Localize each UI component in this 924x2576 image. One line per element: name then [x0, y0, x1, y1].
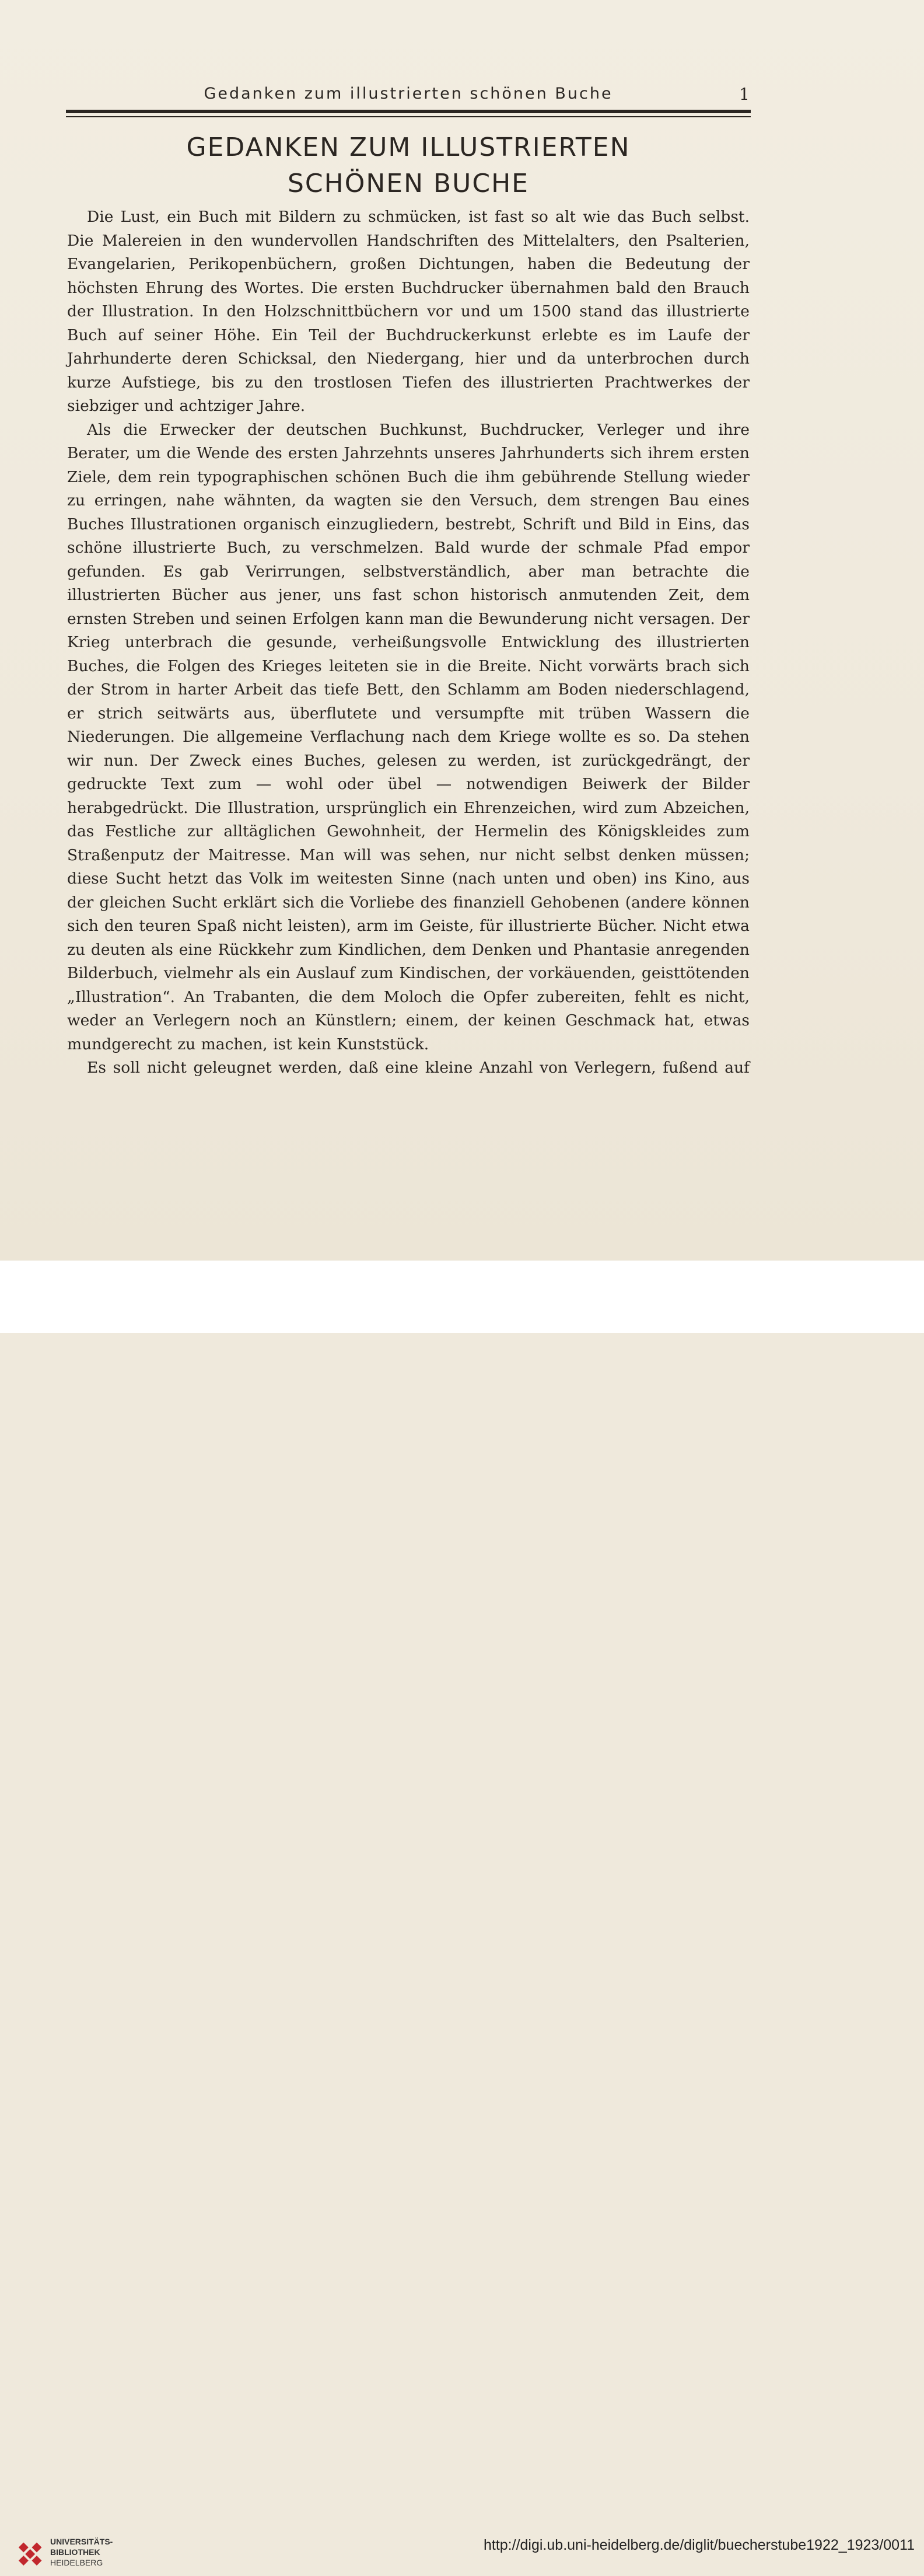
- paragraph-1: Die Lust, ein Buch mit Bildern zu schmücken, ist fast so alt wie das Buch selbst. Die Malereien in den wundervollen Handschriften des Mittelalters, den Psalterien, Evangelarien, Perikopenbüchern, großen Dichtungen, haben die Bedeutung der höchsten Ehrung des Wortes. Die ersten Buchdrucker übernahmen bald den Brauch der Illustration. In den Holzschnittbüchern vor und um 1500 stand das illustrierte Buch auf seiner Höhe. Ein Teil der Buchdruckerkunst erlebte es im Laufe der Jahrhunderte deren Schicksal, den Niedergang, hier und da unterbrochen durch kurze Aufstiege, bis zu den trostlosen Tiefen des illustrierten Prachtwerkes der siebziger und achtziger Jahre.: [67, 208, 750, 415]
- header-rule-thin: [66, 116, 751, 117]
- title-line-2: SCHÖNEN BUCHE: [288, 169, 529, 198]
- body-text: [67, 205, 750, 1080]
- university-library-logo: [10, 2539, 43, 2576]
- running-title: Gedanken zum illustrierten schönen Buche: [204, 85, 613, 103]
- library-name-line-2: BIBLIOTHEK: [50, 2547, 100, 2557]
- digitization-footer: [0, 1261, 924, 2567]
- source-url-link[interactable]: http://digi.ub.uni-heidelberg.de/diglit/buecherstube1922_1923/0011: [483, 2537, 915, 2553]
- book-page: [0, 0, 924, 1261]
- library-name: [50, 2536, 113, 2568]
- library-name-line-1: UNIVERSITÄTS-: [50, 2537, 113, 2546]
- paragraph-3: Es soll nicht geleugnet werden, daß eine kleine Anzahl von Verlegern, fußend auf: [87, 1059, 750, 1077]
- paragraph-2: Als die Erwecker der deutschen Buchkunst, Buchdrucker, Verleger und ihre Berater, um die Wende des ersten Jahrzehnts unseres Jahrhunderts sich ihrem ersten Ziele, dem rein typographischen schönen Buch die ihm gebührende Stellung wieder zu erringen, nahe wähnten, da wagten sie den Versuch, dem strengen Bau eines Buches Illustrationen organisch einzugliedern, bestrebt, Schrift und Bild in Eins, das schöne illustrierte Buch, zu verschmelzen. Bald wurde der schmale Pfad empor gefunden. Es gab Verirrungen, selbstverständlich, aber man betrachte die illustrierten Bücher aus jener, uns fast schon historisch anmutenden Zeit, dem ernsten Streben und seinen Erfolgen kann man die Bewunderung nicht versagen. Der Krieg unterbrach die gesunde, verheißungsvolle Entwicklung des illustrierten Buches, die Folgen des Krieges leiteten sie in die Breite. Nicht vorwärts brach sich der Strom in harter Arbeit das tiefe Bett, den Schlamm am Boden niederschlagend, er strich seitwärts aus, überflutete und versumpfte mit trüben Wassern die Niederungen. Die allgemeine Verflachung nach dem Kriege wollte es so. Da stehen wir nun. Der Zweck eines Buches, gelesen zu werden, ist zurückgedrängt, der gedruckte Text zum — wohl oder übel — notwendigen Beiwerk der Bilder herabgedrückt. Die Illustration, ursprünglich ein Ehrenzeichen, wird zum Abzeichen, das Festliche zur alltäglichen Gewohnheit, der Hermelin des Königskleides zum Straßenputz der Maitresse. Man will was sehen, nur nicht selbst denken müssen; diese Sucht hetzt das Volk im weitesten Sinne (nach unten und oben) ins Kino, aus der gleichen Sucht erklärt sich die Vorliebe des finanziell Gehobenen (andere können sich den teuren Spaß nicht leisten), arm im Geiste, für illustrierte Bücher. Nicht etwa zu deuten als eine Rückkehr zum Kindlichen, dem Denken und Phantasie anregenden Bilderbuch, vielmehr als ein Auslauf zum Kindischen, der vorkäuenden, geisttötenden „Illustration“. An Trabanten, die dem Moloch die Opfer zubereiten, fehlt es nicht, weder an Verlegern noch an Künstlern; einem, der keinen Geschmack hat, etwas mundgerecht zu machen, ist kein Kunststück.: [67, 420, 750, 1053]
- header-rule-thick: [66, 110, 751, 113]
- title-line-1: GEDANKEN ZUM ILLUSTRIERTEN: [186, 132, 631, 162]
- article-title: [67, 130, 750, 202]
- library-name-line-3: HEIDELBERG: [50, 2558, 103, 2567]
- page-number: 1: [739, 85, 750, 104]
- running-head: [67, 85, 750, 108]
